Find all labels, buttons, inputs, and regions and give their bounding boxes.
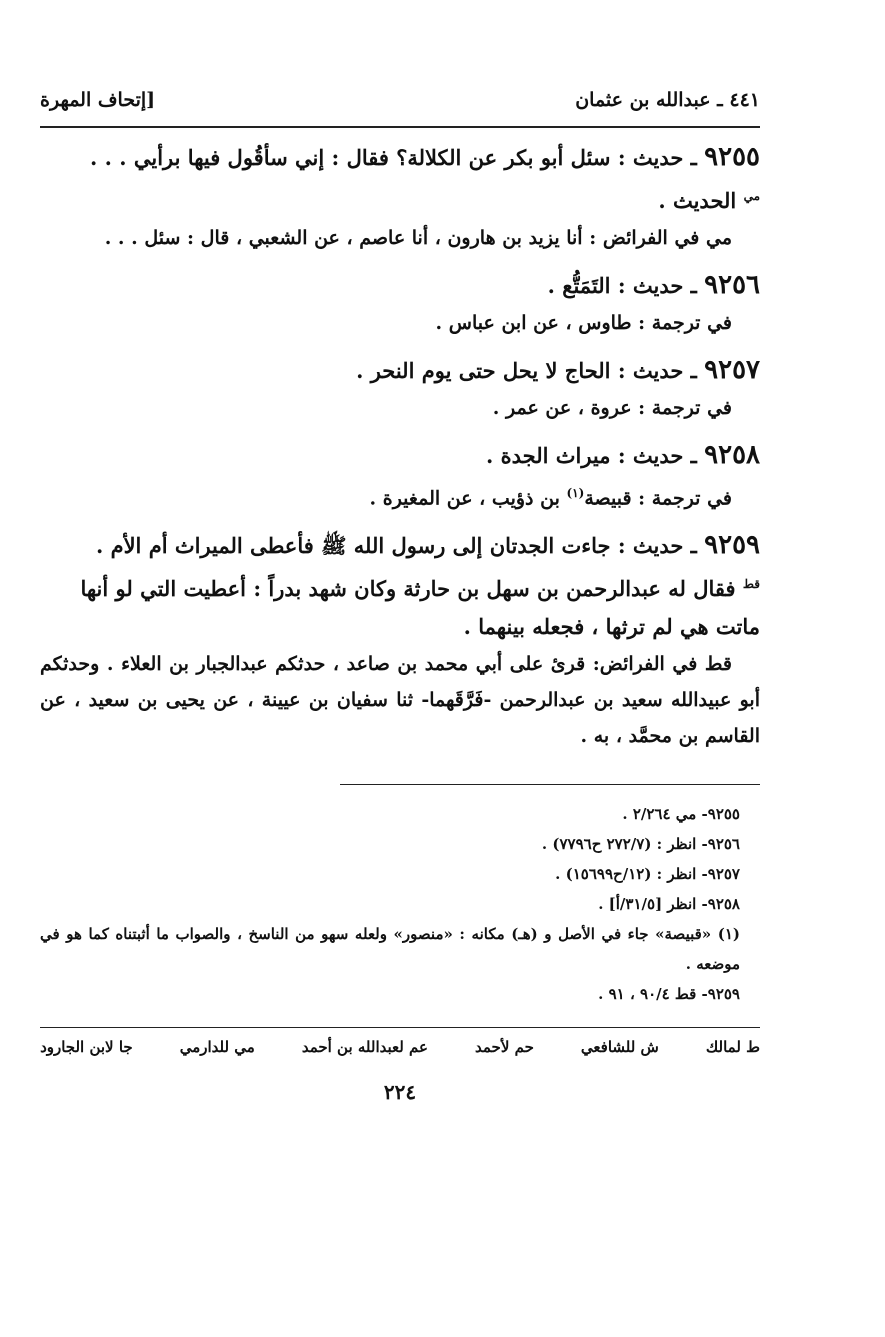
footnote: ٩٢٥٧- انظر : (١٢/ح١٥٦٩٩) .	[555, 865, 740, 884]
entry-number: ٩٢٥٨	[704, 440, 760, 470]
header-chapter: ٤٤١ ـ عبدالله بن عثمان	[575, 89, 760, 111]
entry-9258	[40, 436, 760, 516]
footnote: (١) «قبيصة» جاء في الأصل و (هـ) مكانه : «منصور» ولعله سهو من الناسخ ، والصواب ما أثبتناه كما هو في موضعه .	[40, 925, 740, 974]
entry-9259	[40, 526, 760, 754]
entry-9256	[40, 266, 760, 341]
footnote: ٩٢٥٨- انظر [٣١/٥/أ] .	[598, 895, 740, 914]
hadith-text: ـ حديث : ميراث الجدة .	[485, 443, 697, 468]
hadith-text: ماتت هي لم ترثها ، فجعله بينهما .	[463, 614, 760, 640]
entry-number: ٩٢٥٥	[704, 142, 760, 172]
hadith-text: ـ حديث : سئل أبو بكر عن الكلالة؟ فقال : إني سأقُول فيها برأيي . . .	[90, 145, 697, 170]
legend-item: عم لعبدالله بن أحمد	[301, 1038, 428, 1057]
legend-rule	[40, 1027, 760, 1028]
hadith-text: ـ حديث : التَمَتُّع .	[547, 273, 697, 298]
header-book-title: [إتحاف المهرة	[40, 89, 156, 111]
legend-item: ش للشافعي	[580, 1038, 659, 1057]
abbreviation-legend	[40, 1038, 760, 1056]
source-line: في ترجمة : قبيصة$^{(١)}$ بن ذؤيب ، عن المغيرة .	[369, 486, 732, 510]
footnote: ٩٢٥٩- قط ٩٠/٤ ، ٩١ .	[598, 985, 740, 1004]
source-line: في ترجمة : طاوس ، عن ابن عباس .	[435, 312, 732, 334]
legend-item: ط لمالك	[705, 1038, 760, 1057]
footnote: ٩٢٥٦- انظر : (٢٧٢/٧ ح٧٧٩٦) .	[541, 835, 740, 854]
entry-9257	[40, 351, 760, 426]
hadith-text: ـ حديث : الحاج لا يحل حتى يوم النحر .	[356, 358, 697, 383]
entry-number: ٩٢٥٩	[704, 530, 760, 561]
running-header	[40, 80, 760, 120]
hadith-text: فقال له عبدالرحمن بن سهل بن حارثة وكان شهد بدراً : أعطيت التي لو أنها	[80, 576, 736, 602]
footnote-rule	[340, 784, 760, 785]
entry-9255	[40, 138, 760, 256]
source-line: في ترجمة : عروة ، عن عمر .	[492, 397, 732, 419]
legend-item: حم لأحمد	[475, 1038, 534, 1057]
source-line: مي في الفرائض : أنا يزيد بن هارون ، أنا عاصم ، عن الشعبي ، قال : سئل . . .	[104, 227, 732, 249]
footnote-marker[interactable]: (١)	[566, 486, 585, 500]
page	[40, 80, 760, 1104]
footnote: ٩٢٥٥- مي ٢/٢٦٤ .	[622, 805, 740, 824]
source-mark: مي	[743, 189, 760, 203]
legend-item: مي للدارمي	[179, 1038, 255, 1057]
source-block: قط في الفرائض: قرئ على أبي محمد بن صاعد ، حدثكم عبدالجبار بن العلاء . وحدثكم أبو عبيدالله سعيد بن عبدالرحمن -فَرَّقَهما- ثنا سفيان بن عيينة ، عن يحيى بن سعيد ، عن القاسم بن محمَّد ، به .	[40, 653, 760, 748]
footnotes	[40, 799, 760, 1009]
page-number: ٢٢٤	[383, 1080, 417, 1105]
entry-number: ٩٢٥٧	[704, 355, 760, 385]
hadith-text: الحديث .	[658, 188, 737, 213]
entry-number: ٩٢٥٦	[704, 270, 760, 300]
source-mark: قط	[742, 577, 760, 592]
hadith-text: ـ حديث : جاءت الجدتان إلى رسول الله ﷺ فأعطى الميراث أم الأم .	[95, 533, 697, 559]
legend-item: جا لابن الجارود	[40, 1038, 133, 1057]
header-rule	[40, 126, 760, 128]
